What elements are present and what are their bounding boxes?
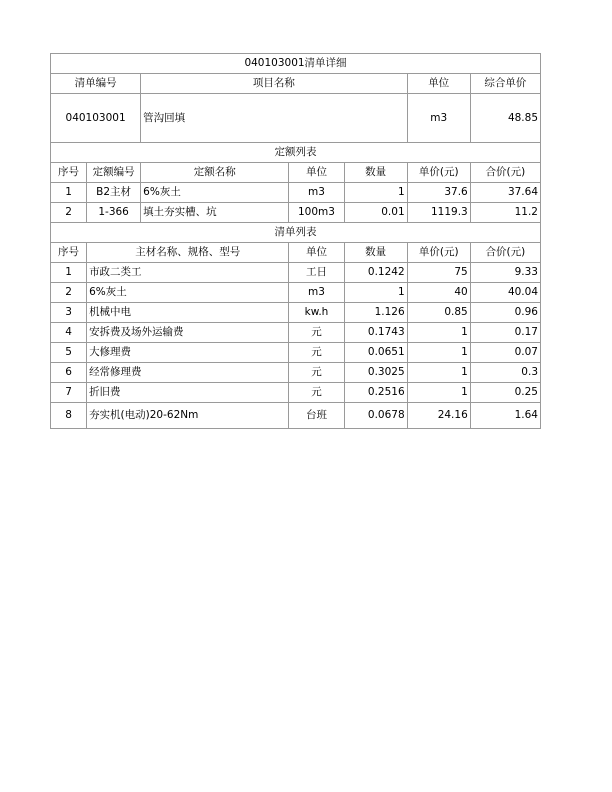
quota-col-unit: 单位 xyxy=(289,163,344,183)
quota-name: 6%灰土 xyxy=(141,183,289,203)
header-unit-label: 单位 xyxy=(407,74,470,94)
material-price: 75 xyxy=(407,263,470,283)
material-seq: 8 xyxy=(51,403,87,429)
material-unit: m3 xyxy=(289,283,344,303)
quota-seq: 2 xyxy=(51,203,87,223)
material-qty: 0.1242 xyxy=(344,263,407,283)
material-name: 夯实机(电动)20-62Nm xyxy=(87,403,289,429)
sheet-title: 040103001清单详细 xyxy=(51,54,541,74)
material-total: 0.96 xyxy=(470,303,540,323)
table-row xyxy=(51,203,541,223)
material-total: 9.33 xyxy=(470,263,540,283)
material-unit: 元 xyxy=(289,323,344,343)
material-name: 经常修理费 xyxy=(87,363,289,383)
quota-unit: 100m3 xyxy=(289,203,344,223)
table-row xyxy=(51,323,541,343)
quota-total: 11.2 xyxy=(470,203,540,223)
quota-total: 37.64 xyxy=(470,183,540,203)
quota-unit: m3 xyxy=(289,183,344,203)
materials-col-seq: 序号 xyxy=(51,243,87,263)
material-total: 0.07 xyxy=(470,343,540,363)
table-row xyxy=(51,303,541,323)
material-total: 0.25 xyxy=(470,383,540,403)
table-row xyxy=(51,363,541,383)
material-unit: kw.h xyxy=(289,303,344,323)
table-row xyxy=(51,343,541,363)
table-row xyxy=(51,183,541,203)
material-price: 0.85 xyxy=(407,303,470,323)
quota-col-qty: 数量 xyxy=(344,163,407,183)
material-price: 40 xyxy=(407,283,470,303)
materials-col-total: 合价(元) xyxy=(470,243,540,263)
material-price: 1 xyxy=(407,323,470,343)
material-price: 1 xyxy=(407,363,470,383)
material-qty: 0.2516 xyxy=(344,383,407,403)
material-total: 0.17 xyxy=(470,323,540,343)
quota-col-name: 定额名称 xyxy=(141,163,289,183)
material-qty: 1.126 xyxy=(344,303,407,323)
material-unit: 元 xyxy=(289,363,344,383)
material-name: 市政二类工 xyxy=(87,263,289,283)
quota-price: 1119.3 xyxy=(407,203,470,223)
material-seq: 3 xyxy=(51,303,87,323)
material-total: 1.64 xyxy=(470,403,540,429)
header-price-label: 综合单价 xyxy=(470,74,540,94)
table-row xyxy=(51,283,541,303)
material-name: 机械中电 xyxy=(87,303,289,323)
material-seq: 2 xyxy=(51,283,87,303)
bill-detail-table xyxy=(50,53,541,429)
quota-qty: 1 xyxy=(344,183,407,203)
material-name: 6%灰土 xyxy=(87,283,289,303)
materials-section-title: 清单列表 xyxy=(51,223,541,243)
quota-col-code: 定额编号 xyxy=(87,163,141,183)
material-name: 安拆费及场外运输费 xyxy=(87,323,289,343)
quota-section-title: 定额列表 xyxy=(51,143,541,163)
material-unit: 台班 xyxy=(289,403,344,429)
quota-col-price: 单价(元) xyxy=(407,163,470,183)
material-name: 折旧费 xyxy=(87,383,289,403)
material-price: 1 xyxy=(407,383,470,403)
item-name: 管沟回填 xyxy=(141,94,407,143)
header-name-label: 项目名称 xyxy=(141,74,407,94)
material-total: 0.3 xyxy=(470,363,540,383)
table-row xyxy=(51,403,541,429)
material-price: 1 xyxy=(407,343,470,363)
material-seq: 4 xyxy=(51,323,87,343)
header-code-label: 清单编号 xyxy=(51,74,141,94)
material-unit: 元 xyxy=(289,383,344,403)
quota-col-total: 合价(元) xyxy=(470,163,540,183)
materials-col-qty: 数量 xyxy=(344,243,407,263)
quota-col-seq: 序号 xyxy=(51,163,87,183)
material-unit: 工日 xyxy=(289,263,344,283)
material-qty: 0.0678 xyxy=(344,403,407,429)
material-qty: 1 xyxy=(344,283,407,303)
material-seq: 5 xyxy=(51,343,87,363)
quota-name: 填土夯实槽、坑 xyxy=(141,203,289,223)
table-row xyxy=(51,263,541,283)
quota-seq: 1 xyxy=(51,183,87,203)
material-qty: 0.1743 xyxy=(344,323,407,343)
materials-col-price: 单价(元) xyxy=(407,243,470,263)
material-total: 40.04 xyxy=(470,283,540,303)
material-price: 24.16 xyxy=(407,403,470,429)
material-seq: 1 xyxy=(51,263,87,283)
materials-col-name: 主材名称、规格、型号 xyxy=(87,243,289,263)
quota-code: 1-366 xyxy=(87,203,141,223)
quota-price: 37.6 xyxy=(407,183,470,203)
material-unit: 元 xyxy=(289,343,344,363)
material-qty: 0.3025 xyxy=(344,363,407,383)
item-unit: m3 xyxy=(407,94,470,143)
material-name: 大修理费 xyxy=(87,343,289,363)
materials-col-unit: 单位 xyxy=(289,243,344,263)
item-code: 040103001 xyxy=(51,94,141,143)
quota-code: B2主材 xyxy=(87,183,141,203)
material-qty: 0.0651 xyxy=(344,343,407,363)
material-seq: 7 xyxy=(51,383,87,403)
item-price: 48.85 xyxy=(470,94,540,143)
table-row xyxy=(51,383,541,403)
quota-qty: 0.01 xyxy=(344,203,407,223)
material-seq: 6 xyxy=(51,363,87,383)
